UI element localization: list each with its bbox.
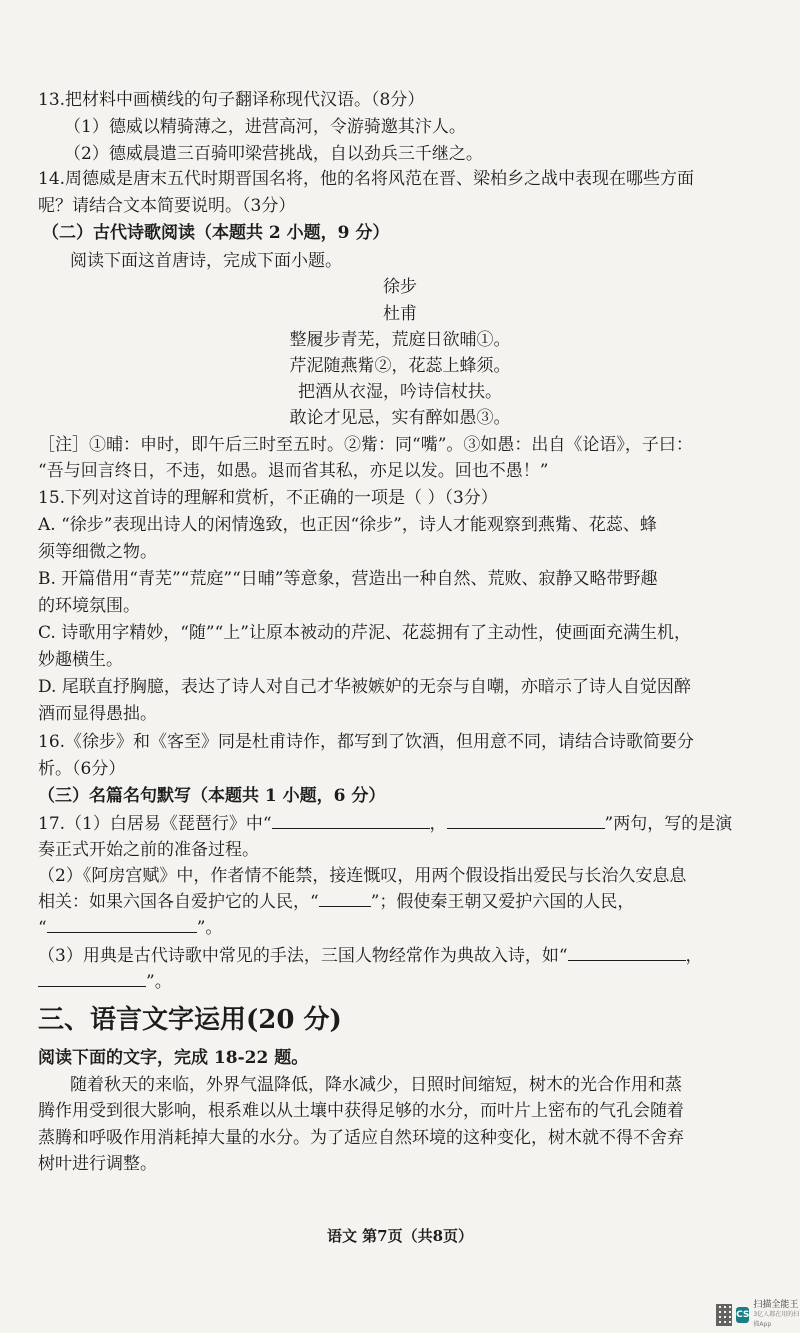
answer-blank[interactable] [568, 944, 686, 961]
answer-blank[interactable] [38, 970, 146, 987]
q13-stem: 13.把材料中画横线的句子翻译称现代汉语。（8分） [38, 90, 425, 110]
poem-line-4: 敢论才见忌，实有醉如愚③。 [289, 408, 511, 428]
scanner-text [753, 1300, 800, 1330]
answer-blank[interactable] [319, 890, 371, 907]
q17-part-1-text-a: 17.（1）白居易《琵琶行》中“ [38, 814, 272, 834]
note-line-1: ［注］①晡：申时，即午后三时至五时。②觜：同“嘴”。③如愚：出自《论语》，子曰： [38, 435, 693, 455]
q17-part-2-line-3 [38, 916, 222, 940]
answer-blank[interactable] [47, 916, 197, 933]
poetry-intro: 阅读下面这首唐诗，完成下面小题。 [70, 251, 342, 271]
q17-part-3-line-2 [38, 970, 172, 994]
q16-line-1: 16.《徐步》和《客至》同是杜甫诗作，都写到了饮酒，但用意不同，请结合诗歌简要分 [38, 732, 695, 752]
q13-sentence-2: （2）德威晨遣三百骑叩梁营挑战，自以劲兵三千继之。 [64, 144, 483, 164]
q17-part-3-line-1 [38, 944, 703, 968]
q17-part-3-text-b: ， [685, 946, 703, 966]
part-3-instruction: 阅读下面的文字，完成 18-22 题。 [38, 1048, 309, 1068]
q15-stem: 15.下列对这首诗的理解和赏析，不正确的一项是（ ）（3分） [38, 488, 498, 508]
q13-sentence-1: （1）德威以精骑薄之，进营高河，令游骑邀其汴人。 [64, 117, 466, 137]
answer-blank[interactable] [447, 812, 605, 829]
passage-line-3: 蒸腾和呼吸作用消耗掉大量的水分。为了适应自然环境的这种变化，树木就不得不舍弃 [38, 1128, 684, 1148]
page-footer: 语文 第7页（共8页） [326, 1227, 474, 1245]
q14-line-2: 呢？请结合文本简要说明。（3分） [38, 196, 296, 216]
note-line-2: “吾与回言终日，不违，如愚。退而省其私，亦足以发。回也不愚！” [38, 461, 549, 481]
q17-part-3-text-c: ”。 [146, 972, 172, 992]
q15-option-a-line-1: A. “徐步”表现出诗人的闲情逸致，也正因“徐步”，诗人才能观察到燕觜、花蕊、蜂 [38, 515, 657, 535]
poem-title: 徐步 [383, 277, 417, 297]
q15-option-a-line-2: 须等细微之物。 [38, 542, 157, 562]
q17-part-1-line-2: 奏正式开始之前的准备过程。 [38, 840, 259, 860]
q17-part-2-line-1: （2）《阿房宫赋》中，作者情不能禁，接连慨叹，用两个假设指出爱民与长治久安息息 [38, 866, 687, 886]
q15-option-d-line-2: 酒而显得愚拙。 [38, 704, 157, 724]
scanner-name: 扫描全能王 [753, 1300, 799, 1310]
camscanner-logo-icon: CS [736, 1307, 749, 1323]
poem-line-2: 芹泥随燕觜②，花蕊上蜂须。 [289, 356, 511, 376]
qr-code-icon [716, 1304, 732, 1326]
q17-part-1-text-b: ， [429, 814, 447, 834]
q16-line-2: 析。（6分） [38, 759, 126, 779]
scanner-tagline: 3亿人都在用的扫描App [753, 1311, 800, 1328]
poem-author: 杜甫 [383, 304, 417, 324]
passage-line-4: 树叶进行调整。 [38, 1154, 157, 1174]
poetry-section-heading: （二）古代诗歌阅读（本题共 2 小题，9 分） [42, 223, 390, 243]
q17-part-2-line-2 [38, 890, 634, 914]
q17-part-2-text-d: “ [38, 918, 47, 938]
q17-part-1-text-c: ”两句，写的是演 [604, 814, 733, 834]
q17-part-2-text-b: 相关：如果六国各自爱护它的人民，“ [38, 892, 319, 912]
q17-part-2-text-e: ”。 [196, 918, 223, 938]
q15-option-c-line-2: 妙趣横生。 [38, 650, 123, 670]
q15-option-d-line-1: D. 尾联直抒胸臆，表达了诗人对自己才华被嫉妒的无奈与自嘲，亦暗示了诗人自觉因醉 [38, 677, 691, 697]
q15-option-c-line-1: C. 诗歌用字精妙，“随”“上”让原本被动的芹泥、花蕊拥有了主动性，使画面充满生机， [38, 623, 691, 643]
answer-blank[interactable] [272, 812, 430, 829]
scanner-watermark [716, 1300, 800, 1330]
q17-part-3-text-a: （3）用典是古代诗歌中常见的手法，三国人物经常作为典故入诗，如“ [38, 946, 568, 966]
q15-option-b-line-2: 的环境氛围。 [38, 596, 140, 616]
poem-line-1: 整履步青芜，荒庭日欲晡①。 [289, 330, 511, 350]
part-3-heading: 三、语言文字运用(20 分) [38, 1005, 342, 1035]
q17-part-1-line-1 [38, 812, 732, 836]
q17-part-2-text-c: ”；假使秦王朝又爱护六国的人民， [370, 892, 635, 912]
q15-option-b-line-1: B. 开篇借用“青芜”“荒庭”“日晡”等意象，营造出一种自然、荒败、寂静又略带野趣 [38, 569, 658, 589]
recite-section-heading: （三）名篇名句默写（本题共 1 小题，6 分） [38, 786, 386, 806]
passage-line-1: 随着秋天的来临，外界气温降低，降水减少，日照时间缩短，树木的光合作用和蒸 [70, 1075, 682, 1095]
passage-line-2: 腾作用受到很大影响，根系难以从土壤中获得足够的水分，而叶片上密布的气孔会随着 [38, 1101, 684, 1121]
q14-line-1: 14.周德威是唐末五代时期晋国名将，他的名将风范在晋、梁柏乡之战中表现在哪些方面 [38, 169, 695, 189]
poem-line-3: 把酒从衣湿，吟诗信杖扶。 [298, 382, 502, 402]
